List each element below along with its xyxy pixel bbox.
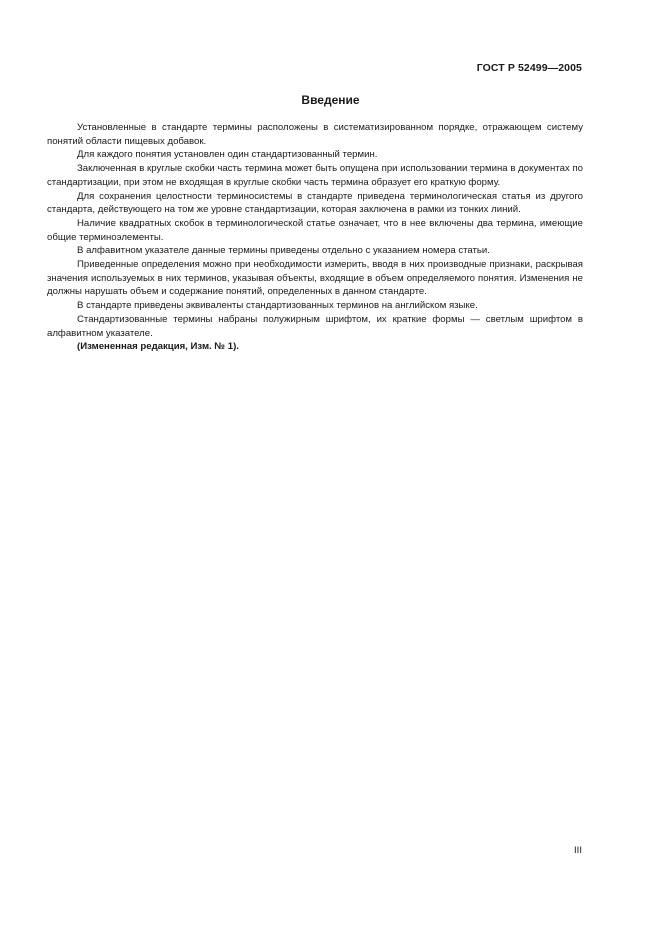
paragraph: Наличие квадратных скобок в терминологической статье означает, что в нее включены два термина, имеющие общие терминоэлементы. [47,217,583,243]
section-title: Введение [301,93,360,107]
paragraph: Заключенная в круглые скобки часть термина может быть опущена при использовании термина в документах по стандартизации, при этом не входящая в круглые скобки часть термина образует его краткую форму. [47,163,583,188]
paragraph: Стандартизованные термины набраны полужирным шрифтом, их краткие формы — светлым шрифтом в алфавитном указателе. [47,313,583,339]
section-body [47,121,583,354]
amendment-note: (Измененная редакция, Изм. № 1). [77,341,239,353]
paragraph: Приведенные определения можно при необходимости измерить, вводя в них производные признаки, раскрывая значения используемых в них терминов, указывая объекты, входящие в объем определяемого понятия. Изменения не должны нарушать объем и содержание понятий, определенных в данном стандарте. [47,259,583,298]
paragraph: В алфавитном указателе данные термины приведены отдельно с указанием номера статьи. [77,245,490,257]
paragraph: Для каждого понятия установлен один стандартизованный термин. [77,149,378,161]
paragraph: Для сохранения целостности терминосистемы в стандарте приведена терминологическая статья из другого стандарта, действующего на том же уровне стандартизации, которая заключена в рамки из тонких линий. [47,190,583,216]
document-code: ГОСТ Р 52499—2005 [476,62,582,74]
paragraph: Установленные в стандарте термины расположены в систематизированном порядке, отражающем систему понятий области пищевых добавок. [47,122,583,147]
page-number: III [574,845,582,856]
paragraph: В стандарте приведены эквиваленты стандартизованных терминов на английском языке. [77,300,478,312]
